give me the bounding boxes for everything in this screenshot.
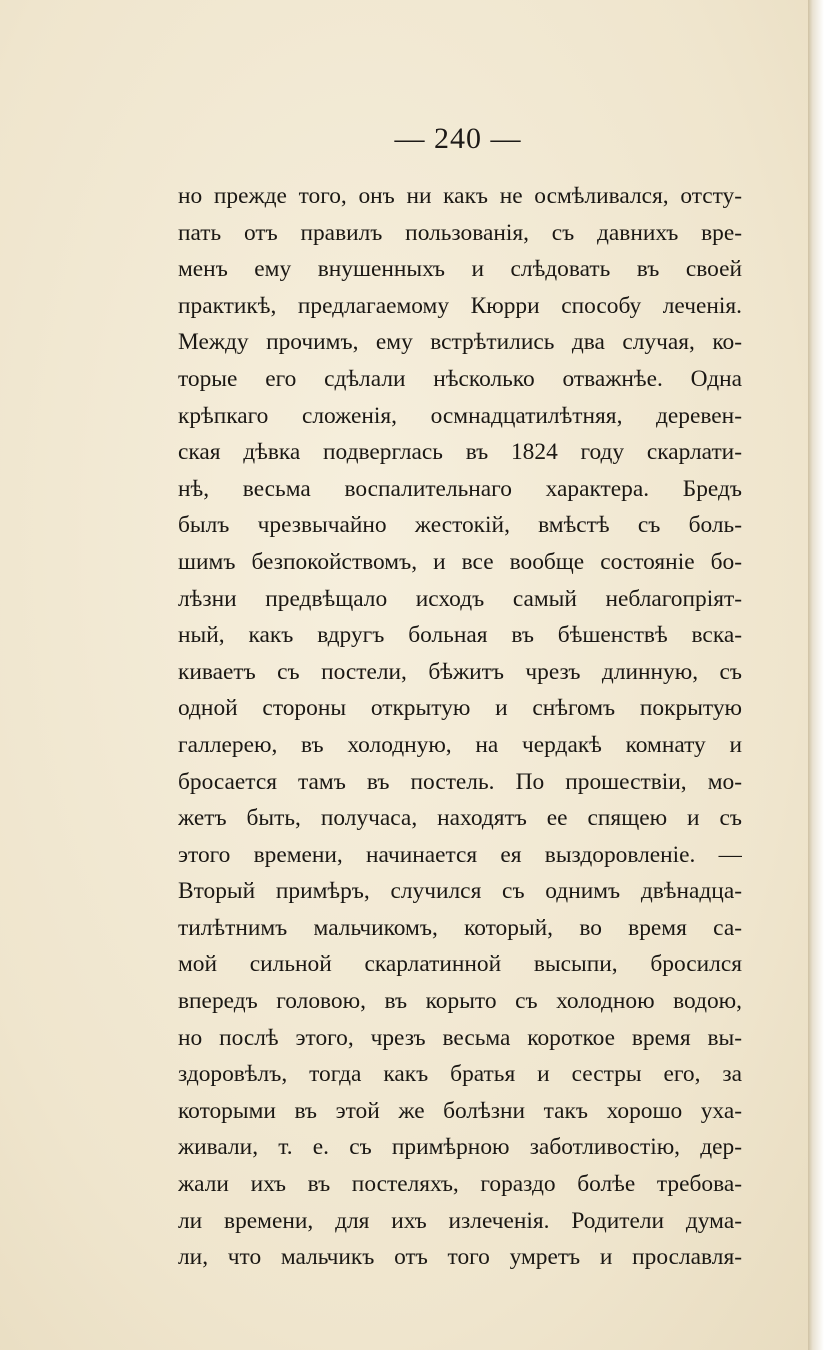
text-line: торые его сдѣлали нѣсколько отважнѣе. Одна	[178, 365, 742, 392]
text-line: но прежде того, онъ ни какъ не осмѣливался, отсту-	[178, 183, 742, 209]
text-line: шимъ безпокойствомъ, и все вообще состояніе бо-	[178, 548, 742, 575]
text-line: ли времени, для ихъ излеченія. Родители дума-	[178, 1207, 742, 1234]
text-line: тилѣтнимъ мальчикомъ, который, во время са-	[178, 914, 742, 941]
text-line: здоровѣлъ, тогда какъ братья и сестры его, за	[178, 1061, 742, 1088]
text-line: киваетъ съ постели, бѣжитъ чрезъ длинную, съ	[178, 658, 742, 685]
text-line: бросается тамъ въ постель. По прошествіи, мо-	[178, 768, 742, 795]
text-line: которыми въ этой же болѣзни такъ хорошо уха-	[178, 1097, 742, 1124]
text-line: но послѣ этого, чрезъ весьма короткое время вы-	[178, 1024, 742, 1051]
text-line: галлерею, въ холодную, на чердакѣ комнату и	[178, 731, 742, 758]
text-line: жали ихъ въ постеляхъ, гораздо болѣе требова-	[178, 1171, 742, 1198]
text-line: былъ чрезвычайно жестокій, вмѣстѣ съ боль-	[178, 512, 742, 539]
text-line: мой сильной скарлатинной высыпи, бросился	[178, 951, 742, 978]
text-line: ный, какъ вдругъ больная въ бѣшенствѣ вска-	[178, 622, 742, 649]
page-edge	[808, 0, 824, 1350]
text-line: Между прочимъ, ему встрѣтились два случая, ко-	[178, 329, 742, 356]
text-line: впередъ головою, въ корыто съ холодною водою,	[178, 988, 742, 1015]
text-line: нѣ, весьма воспалительнаго характера. Бредъ	[178, 475, 742, 502]
text-line: одной стороны открытую и снѣгомъ покрытую	[178, 695, 742, 722]
body-text	[178, 178, 742, 1276]
text-line: практикѣ, предлагаемому Кюрри способу леченія.	[178, 292, 742, 319]
text-line: живали, т. е. съ примѣрною заботливостію, дер-	[178, 1134, 742, 1161]
text-line: крѣпкаго сложенія, осмнадцатилѣтняя, деревен-	[178, 402, 742, 429]
text-line: ли, что мальчикъ отъ того умретъ и прославля-	[178, 1244, 742, 1271]
text-line: жетъ быть, получаса, находятъ ее спящею и съ	[178, 805, 742, 832]
text-line: менъ ему внушенныхъ и слѣдовать въ своей	[178, 256, 742, 283]
text-line: этого времени, начинается ея выздоровленіе. —	[178, 841, 742, 868]
text-line: пать отъ правилъ пользованія, съ давнихъ вре-	[178, 219, 742, 246]
text-line: ская дѣвка подверглась въ 1824 году скарлати-	[178, 439, 742, 466]
text-line: лѣзни предвѣщало исходъ самый неблагопріят-	[178, 585, 742, 612]
text-line: Вторый примѣръ, случился съ однимъ двѣнадца-	[178, 878, 742, 905]
page-number: — 240 —	[394, 122, 522, 155]
